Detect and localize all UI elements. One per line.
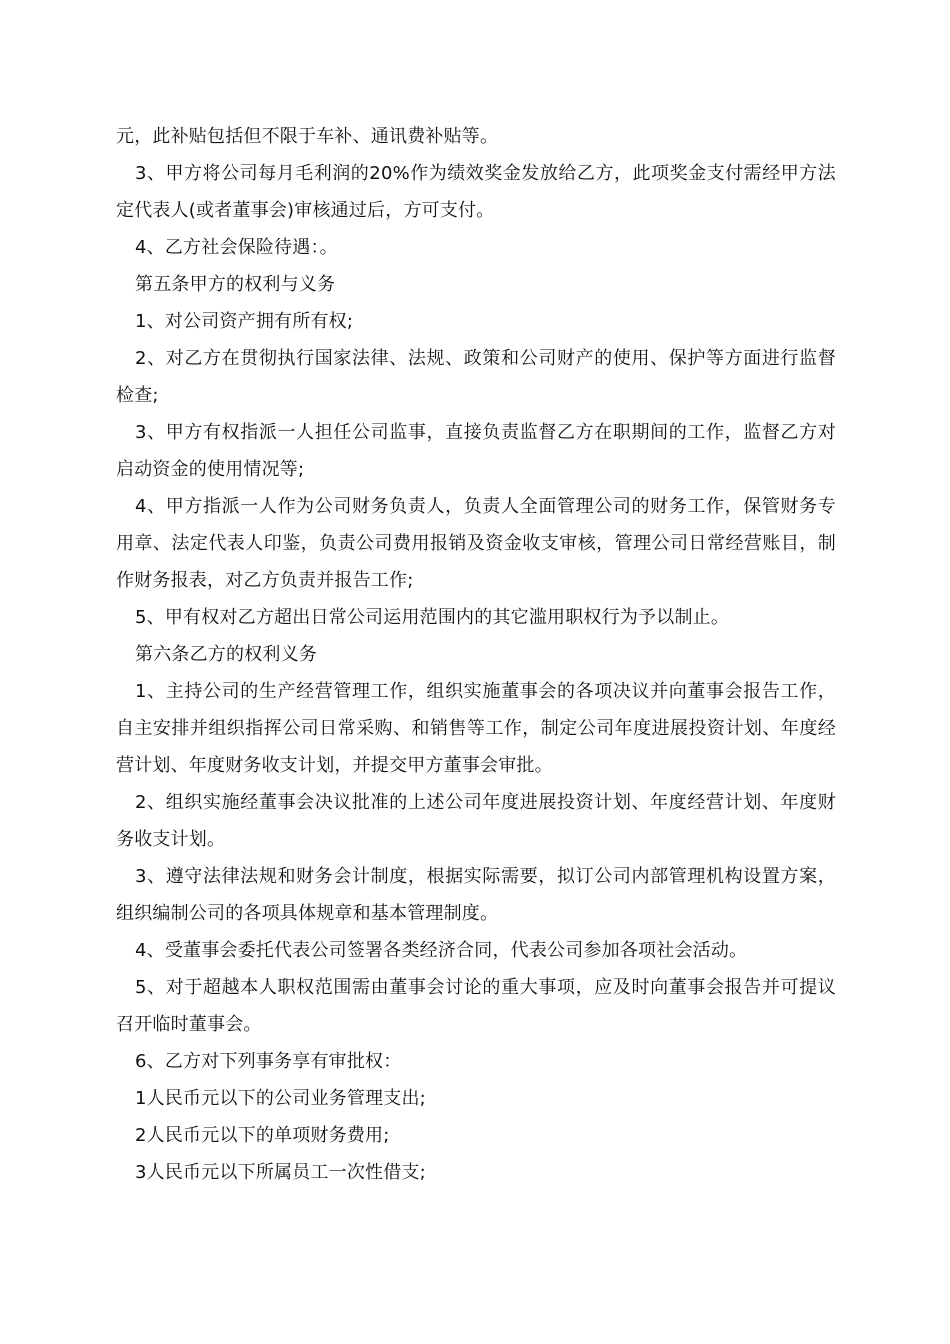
paragraph-subsidy-end: 元，此补贴包括但不限于车补、通讯费补贴等。 <box>116 126 499 147</box>
paragraph-approval-3: 3人民币元以下所属员工一次性借支; <box>135 1162 426 1183</box>
paragraph-approval-2: 2人民币元以下的单项财务费用; <box>135 1125 390 1146</box>
paragraph-article6-item3: 3、遵守法律法规和财务会计制度，根据实际需要，拟订公司内部管理机构设置方案，组织编制公司的各项具体规章和基本管理制度。 <box>116 866 836 924</box>
paragraph-article5-item2: 2、对乙方在贯彻执行国家法律、法规、政策和公司财产的使用、保护等方面进行监督检查; <box>116 348 836 406</box>
paragraph-bonus: 3、甲方将公司每月毛利润的20%作为绩效奖金发放给乙方，此项奖金支付需经甲方法定代表人(或者董事会)审核通过后，方可支付。 <box>116 163 836 221</box>
section-heading-article-5: 第五条甲方的权利与义务 <box>135 274 336 295</box>
paragraph-approval-1: 1人民币元以下的公司业务管理支出; <box>135 1088 426 1109</box>
paragraph-article5-item5: 5、甲有权对乙方超出日常公司运用范围内的其它滥用职权行为予以制止。 <box>135 607 730 628</box>
document-body <box>116 118 836 1191</box>
paragraph-article5-item4: 4、甲方指派一人作为公司财务负责人，负责人全面管理公司的财务工作，保管财务专用章、法定代表人印鉴，负责公司费用报销及资金收支审核，管理公司日常经营账目，制作财务报表，对乙方负责并报告工作; <box>116 496 836 591</box>
paragraph-article5-item1: 1、对公司资产拥有所有权; <box>135 311 354 332</box>
paragraph-article6-item4: 4、受董事会委托代表公司签署各类经济合同，代表公司参加各项社会活动。 <box>135 940 748 961</box>
paragraph-article5-item3: 3、甲方有权指派一人担任公司监事，直接负责监督乙方在职期间的工作，监督乙方对启动资金的使用情况等; <box>116 422 836 480</box>
paragraph-article6-item1: 1、主持公司的生产经营管理工作，组织实施董事会的各项决议并向董事会报告工作，自主安排并组织指挥公司日常采购、和销售等工作，制定公司年度进展投资计划、年度经营计划、年度财务收支计划，并提交甲方董事会审批。 <box>116 681 836 776</box>
paragraph-article6-item2: 2、组织实施经董事会决议批准的上述公司年度进展投资计划、年度经营计划、年度财务收支计划。 <box>116 792 836 850</box>
paragraph-article6-item5: 5、对于超越本人职权范围需由董事会讨论的重大事项，应及时向董事会报告并可提议召开临时董事会。 <box>116 977 836 1035</box>
section-heading-article-6: 第六条乙方的权利义务 <box>135 644 317 665</box>
paragraph-social-insurance: 4、乙方社会保险待遇：。 <box>135 237 338 258</box>
paragraph-article6-item6: 6、乙方对下列事务享有审批权： <box>135 1051 402 1072</box>
